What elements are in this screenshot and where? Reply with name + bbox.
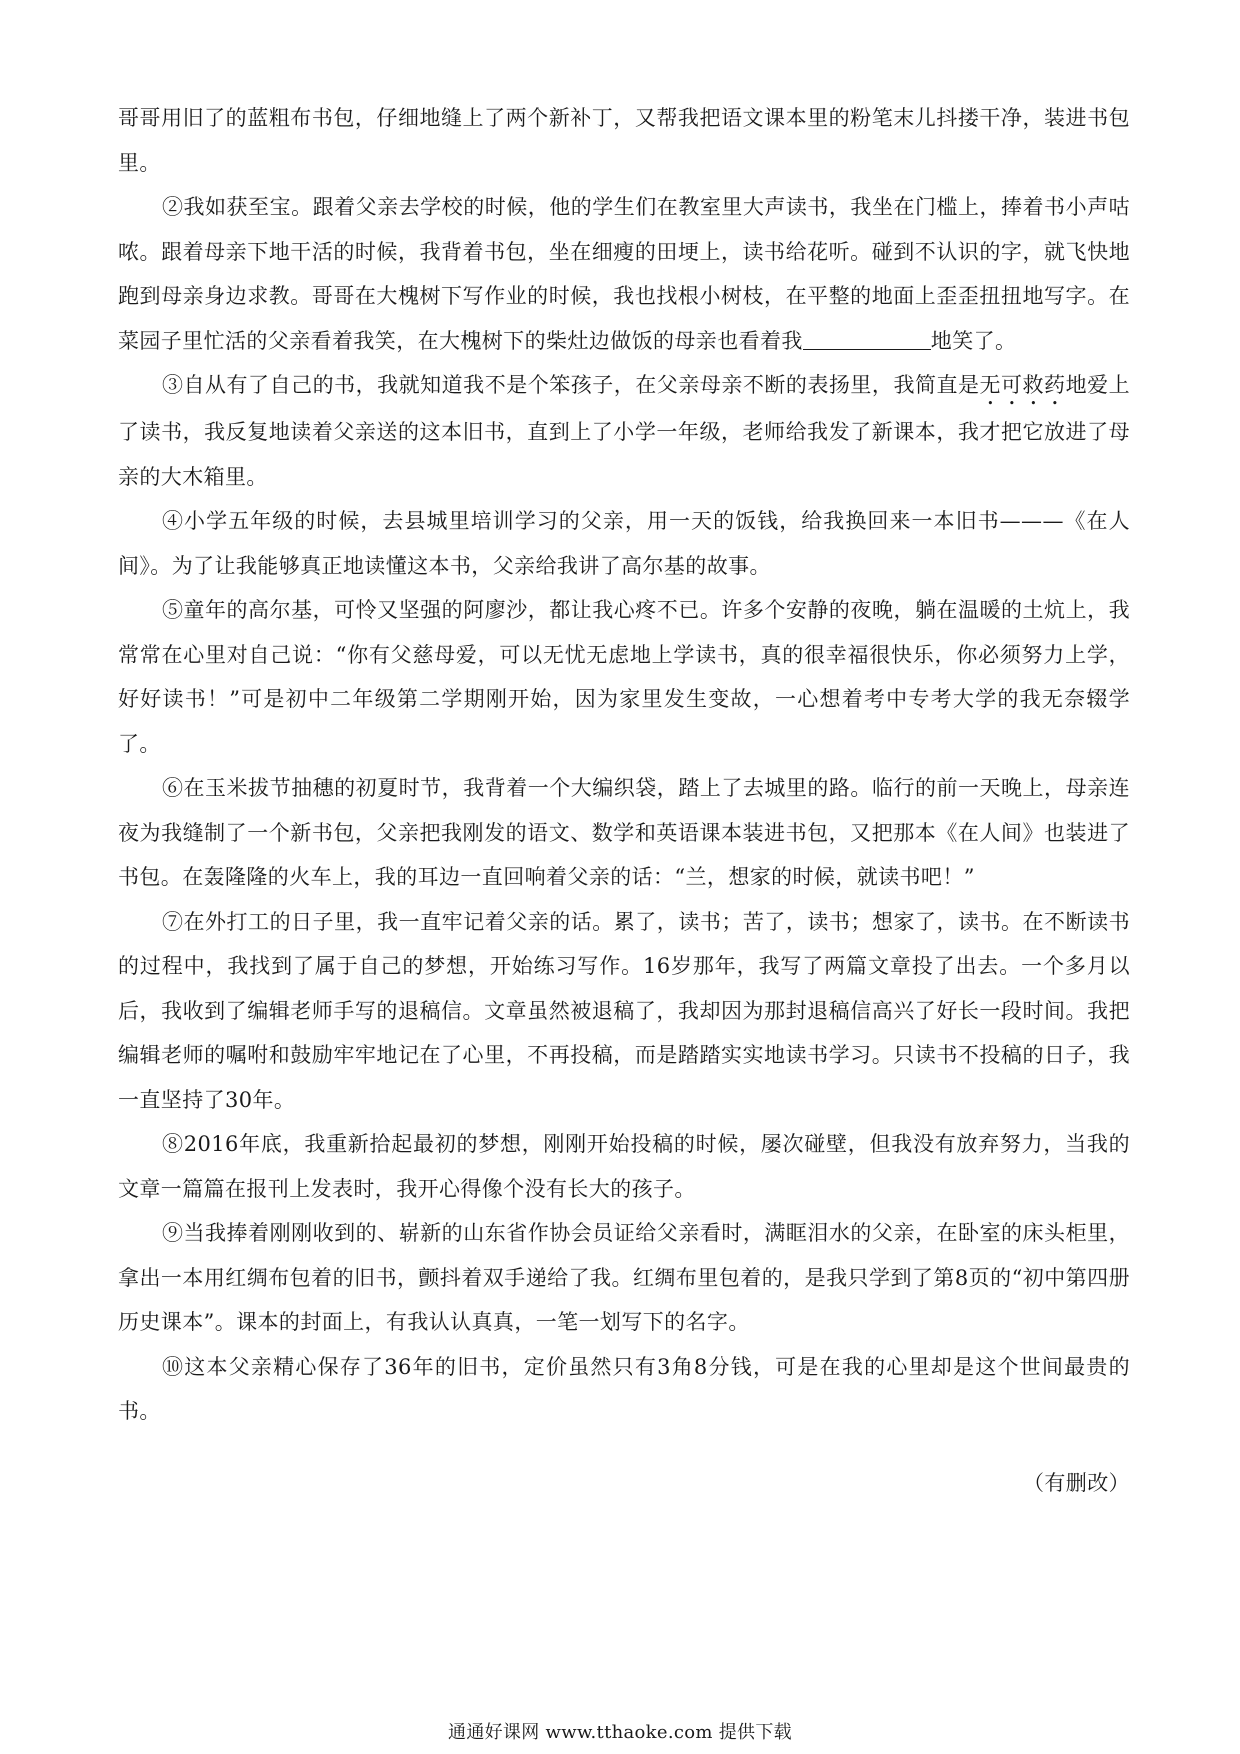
paragraph-10: ⑩这本父亲精心保存了36年的旧书，定价虽然只有3角8分钱，可是在我的心里却是这个世间最贵的书。 bbox=[118, 1354, 1130, 1423]
emphasized-phrase: 无可救药 bbox=[979, 373, 1066, 397]
paragraph-2 bbox=[118, 185, 1130, 363]
paragraph-2-text: ②我如获至宝。跟着父亲去学校的时候，他的学生们在教室里大声读书，我坐在门槛上，捧着书小声咕哝。跟着母亲下地干活的时候，我背着书包，坐在细瘦的田埂上，读书给花听。碰到不认识的字，就飞快地跑到母亲身边求教。哥哥在大槐树下写作业的时候，我也找根小树枝，在平整的地面上歪歪扭扭地写字。在菜园子里忙活的父亲看着我笑，在大槐树下的柴灶边做饭的母亲也看着我 bbox=[118, 195, 1130, 353]
revision-note: （有删改） bbox=[1023, 1471, 1130, 1495]
paragraph-7: ⑦在外打工的日子里，我一直牢记着父亲的话。累了，读书；苦了，读书；想家了，读书。在不断读书的过程中，我找到了属于自己的梦想，开始练习写作。16岁那年，我写了两篇文章投了出去。一个多月以后，我收到了编辑老师手写的退稿信。文章虽然被退稿了，我却因为那封退稿信高兴了好长一段时间。我把编辑老师的嘱咐和鼓励牢牢地记在了心里，不再投稿，而是踏踏实实地读书学习。只读书不投稿的日子，我一直坚持了30年。 bbox=[118, 909, 1130, 1112]
paragraph-9: ⑨当我捧着刚刚收到的、崭新的山东省作协会员证给父亲看时，满眶泪水的父亲，在卧室的床头柜里，拿出一本用红绸布包着的旧书，颤抖着双手递给了我。红绸布里包着的，是我只学到了第8页的“初中第四册历史课本”。课本的封面上，有我认认真真，一笔一划写下的名字。 bbox=[118, 1221, 1130, 1334]
article-body bbox=[118, 96, 1130, 1434]
paragraph-3-after: 地爱上了读书，我反复地读着父亲送的这本旧书，直到上了小学一年级，老师给我发了新课本，我才把它放进了母亲的大木箱里。 bbox=[118, 373, 1131, 489]
paragraph-continued: 哥哥用旧了的蓝粗布书包，仔细地缝上了两个新补丁，又帮我把语文课本里的粉笔末儿抖搂干净，装进书包里。 bbox=[118, 106, 1130, 175]
paragraph-6: ⑥在玉米拔节抽穗的初夏时节，我背着一个大编织袋，踏上了去城里的路。临行的前一天晚上，母亲连夜为我缝制了一个新书包，父亲把我刚发的语文、数学和英语课本装进书包，又把那本《在人间》也装进了书包。在轰隆隆的火车上，我的耳边一直回响着父亲的话：“兰，想家的时候，就读书吧！” bbox=[118, 776, 1130, 889]
paragraph-5: ⑤童年的高尔基，可怜又坚强的阿廖沙，都让我心疼不已。许多个安静的夜晚，躺在温暖的土炕上，我常常在心里对自己说：“你有父慈母爱，可以无忧无虑地上学读书，真的很幸福很快乐，你必须努力上学，好好读书！”可是初中二年级第二学期刚开始，因为家里发生变故，一心想着考中专考大学的我无奈辍学了。 bbox=[118, 598, 1130, 756]
page-footer: 通通好课网 www.tthaoke.com 提供下载 bbox=[448, 1722, 792, 1743]
paragraph-3-before: ③自从有了自己的书，我就知道我不是个笨孩子，在父亲母亲不断的表扬里，我简直是 bbox=[162, 373, 980, 397]
paragraph-8: ⑧2016年底，我重新拾起最初的梦想，刚刚开始投稿的时候，屡次碰壁，但我没有放弃努力，当我的文章一篇篇在报刊上发表时，我开心得像个没有长大的孩子。 bbox=[118, 1132, 1130, 1201]
paragraph-3 bbox=[118, 363, 1130, 499]
paragraph-2-ending: 地笑了。 bbox=[930, 328, 1017, 353]
paragraph-4: ④小学五年级的时候，去县城里培训学习的父亲，用一天的饭钱，给我换回来一本旧书———《在人间》。为了让我能够真正地读懂这本书，父亲给我讲了高尔基的故事。 bbox=[118, 509, 1130, 578]
fill-in-blank bbox=[803, 329, 931, 350]
